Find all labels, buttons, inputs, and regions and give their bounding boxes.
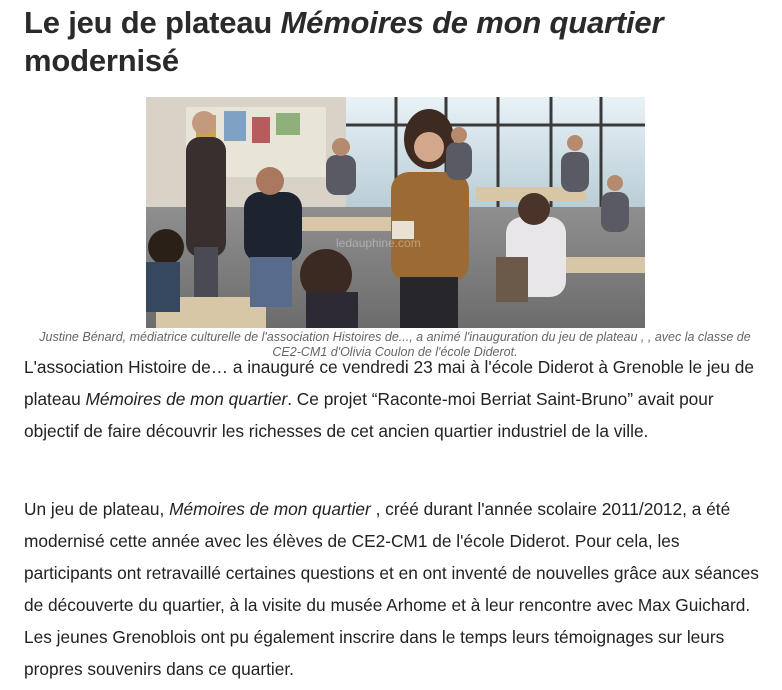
p1-text-end: . Ce projet “Raconte-moi Berriat Saint-Bruno” avait pour objectif de faire découvrir les richesses de cet ancien quartier industriel de la ville.	[24, 389, 714, 441]
title-italic-game-name: Mémoires de mon quartier	[280, 5, 664, 40]
article-title	[24, 4, 764, 80]
p2-italic-game-name: Mémoires de mon quartier	[169, 499, 371, 519]
p2-text: Un jeu de plateau,	[24, 499, 170, 519]
title-text: Le jeu de plateau	[24, 5, 281, 40]
paragraph-2	[24, 493, 769, 685]
p1-text: L'association Histoire de… a inauguré ce vendredi 23 mai à l'école Diderot à Grenoble le jeu de plateau	[24, 357, 754, 409]
image-watermark: ledauphine.com	[336, 236, 421, 250]
paragraph-1	[24, 351, 769, 447]
p2-text-end: , créé durant l'année scolaire 2011/2012, a été modernisé cette année avec les élèves de CE2-CM1 de l'école Diderot. Pour cela, les participants ont retravaillé certaines questions et en ont inventé de nouvelles grâce aux séances de découverte du quartier, à la visite du musée Arhome et à leur rencontre avec Max Guichard. Les jeunes Grenoblois ont pu également inscrire dans le temps leurs témoignages sur leurs propres souvenirs dans ce quartier.	[24, 499, 759, 679]
title-text-end: modernisé	[24, 43, 179, 78]
article-photo	[146, 97, 645, 328]
image-caption: Justine Bénard, médiatrice culturelle de l'association Histoires de..., a animé l'inauguration du jeu de plateau , , avec la classe de CE2-CM1 d'Olivia Coulon de l'école Diderot.	[39, 330, 751, 359]
p1-italic-game-name: Mémoires de mon quartier	[85, 389, 288, 409]
